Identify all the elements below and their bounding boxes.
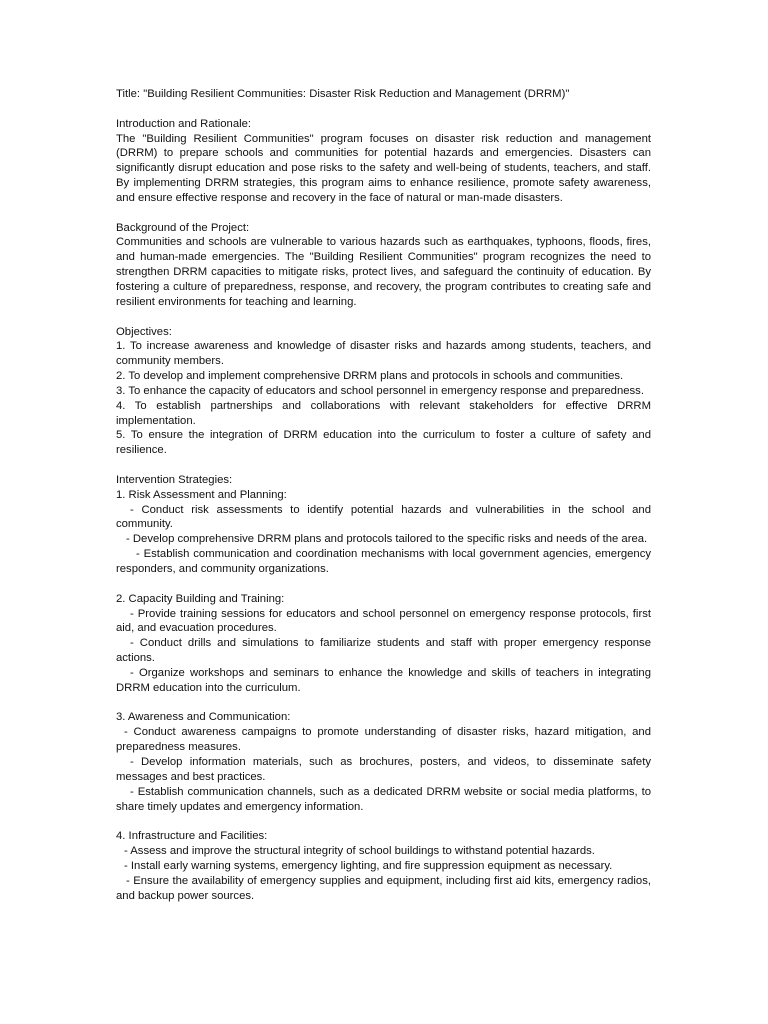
background-paragraph: Communities and schools are vulnerable to various hazards such as earthquakes, typhoons, floods, fires, and human-made emergencies. The "Building Resilient Communities" program recognizes the need to strengthen DRRM capacities to mitigate risks, protect lives, and safeguard the continuity of education. By fostering a culture of preparedness, response, and recovery, the program contributes to creating safe and resilient environments for teaching and learning.: [116, 236, 651, 308]
strategy-item: - Establish communication channels, such as a dedicated DRRM website or social media platforms, to share timely updates and emergency information.: [116, 785, 651, 813]
strategy-item: - Install early warning systems, emergency lighting, and fire suppression equipment as necessary.: [124, 859, 613, 872]
strategy-item: - Ensure the availability of emergency supplies and equipment, including first aid kits, emergency radios, and backup power sources.: [116, 874, 651, 902]
objective-item: 4. To establish partnerships and collaborations with relevant stakeholders for effective DRRM implementation.: [116, 399, 651, 427]
intro-heading: Introduction and Rationale:: [116, 117, 252, 130]
strategy-section-title: 4. Infrastructure and Facilities:: [116, 830, 268, 843]
objectives-heading: Objectives:: [116, 325, 172, 338]
strategy-item: - Conduct drills and simulations to familiarize students and staff with proper emergency response actions.: [116, 637, 651, 665]
strategy-item: - Develop information materials, such as brochures, posters, and videos, to disseminate safety messages and best practices.: [116, 755, 651, 783]
strategy-section-title: 2. Capacity Building and Training:: [116, 592, 285, 605]
intro-paragraph: The "Building Resilient Communities" program focuses on disaster risk reduction and management (DRRM) to prepare schools and communities for potential hazards and emergencies. Disasters can significantly disrupt education and pose risks to the safety and well-being of students, teachers, and staff. By implementing DRRM strategies, this program aims to enhance resilience, promote safety awareness, and ensure effective response and recovery in the face of natural or man-made disasters.: [116, 132, 651, 204]
objective-item: 1. To increase awareness and knowledge of disaster risks and hazards among students, teachers, and community members.: [116, 340, 651, 368]
objective-item: 5. To ensure the integration of DRRM education into the curriculum to foster a culture of safety and resilience.: [116, 429, 651, 457]
background-heading: Background of the Project:: [116, 221, 250, 234]
strategy-section-title: 3. Awareness and Communication:: [116, 711, 291, 724]
strategy-item: - Conduct awareness campaigns to promote understanding of disaster risks, hazard mitigation, and preparedness measures.: [116, 726, 651, 754]
strategies-heading: Intervention Strategies:: [116, 473, 233, 486]
strategy-item: - Develop comprehensive DRRM plans and protocols tailored to the specific risks and needs of the area.: [126, 533, 648, 546]
strategy-item: - Organize workshops and seminars to enhance the knowledge and skills of teachers in integrating DRRM education into the curriculum.: [116, 666, 651, 694]
strategy-item: - Provide training sessions for educators and school personnel on emergency response protocols, first aid, and evacuation procedures.: [116, 607, 651, 635]
strategy-item: - Conduct risk assessments to identify potential hazards and vulnerabilities in the school and community.: [116, 503, 651, 531]
document-page: [116, 87, 651, 903]
document-title: Title: "Building Resilient Communities: Disaster Risk Reduction and Management (DRRM)": [116, 88, 570, 100]
strategy-item: - Assess and improve the structural integrity of school buildings to withstand potential hazards.: [124, 845, 595, 858]
objective-item: 2. To develop and implement comprehensive DRRM plans and protocols in schools and communities.: [116, 370, 624, 383]
strategy-section-title: 1. Risk Assessment and Planning:: [116, 488, 287, 501]
objective-item: 3. To enhance the capacity of educators and school personnel in emergency response and preparedness.: [116, 384, 644, 397]
strategy-item: - Establish communication and coordination mechanisms with local government agencies, emergency responders, and community organizations.: [116, 548, 651, 575]
